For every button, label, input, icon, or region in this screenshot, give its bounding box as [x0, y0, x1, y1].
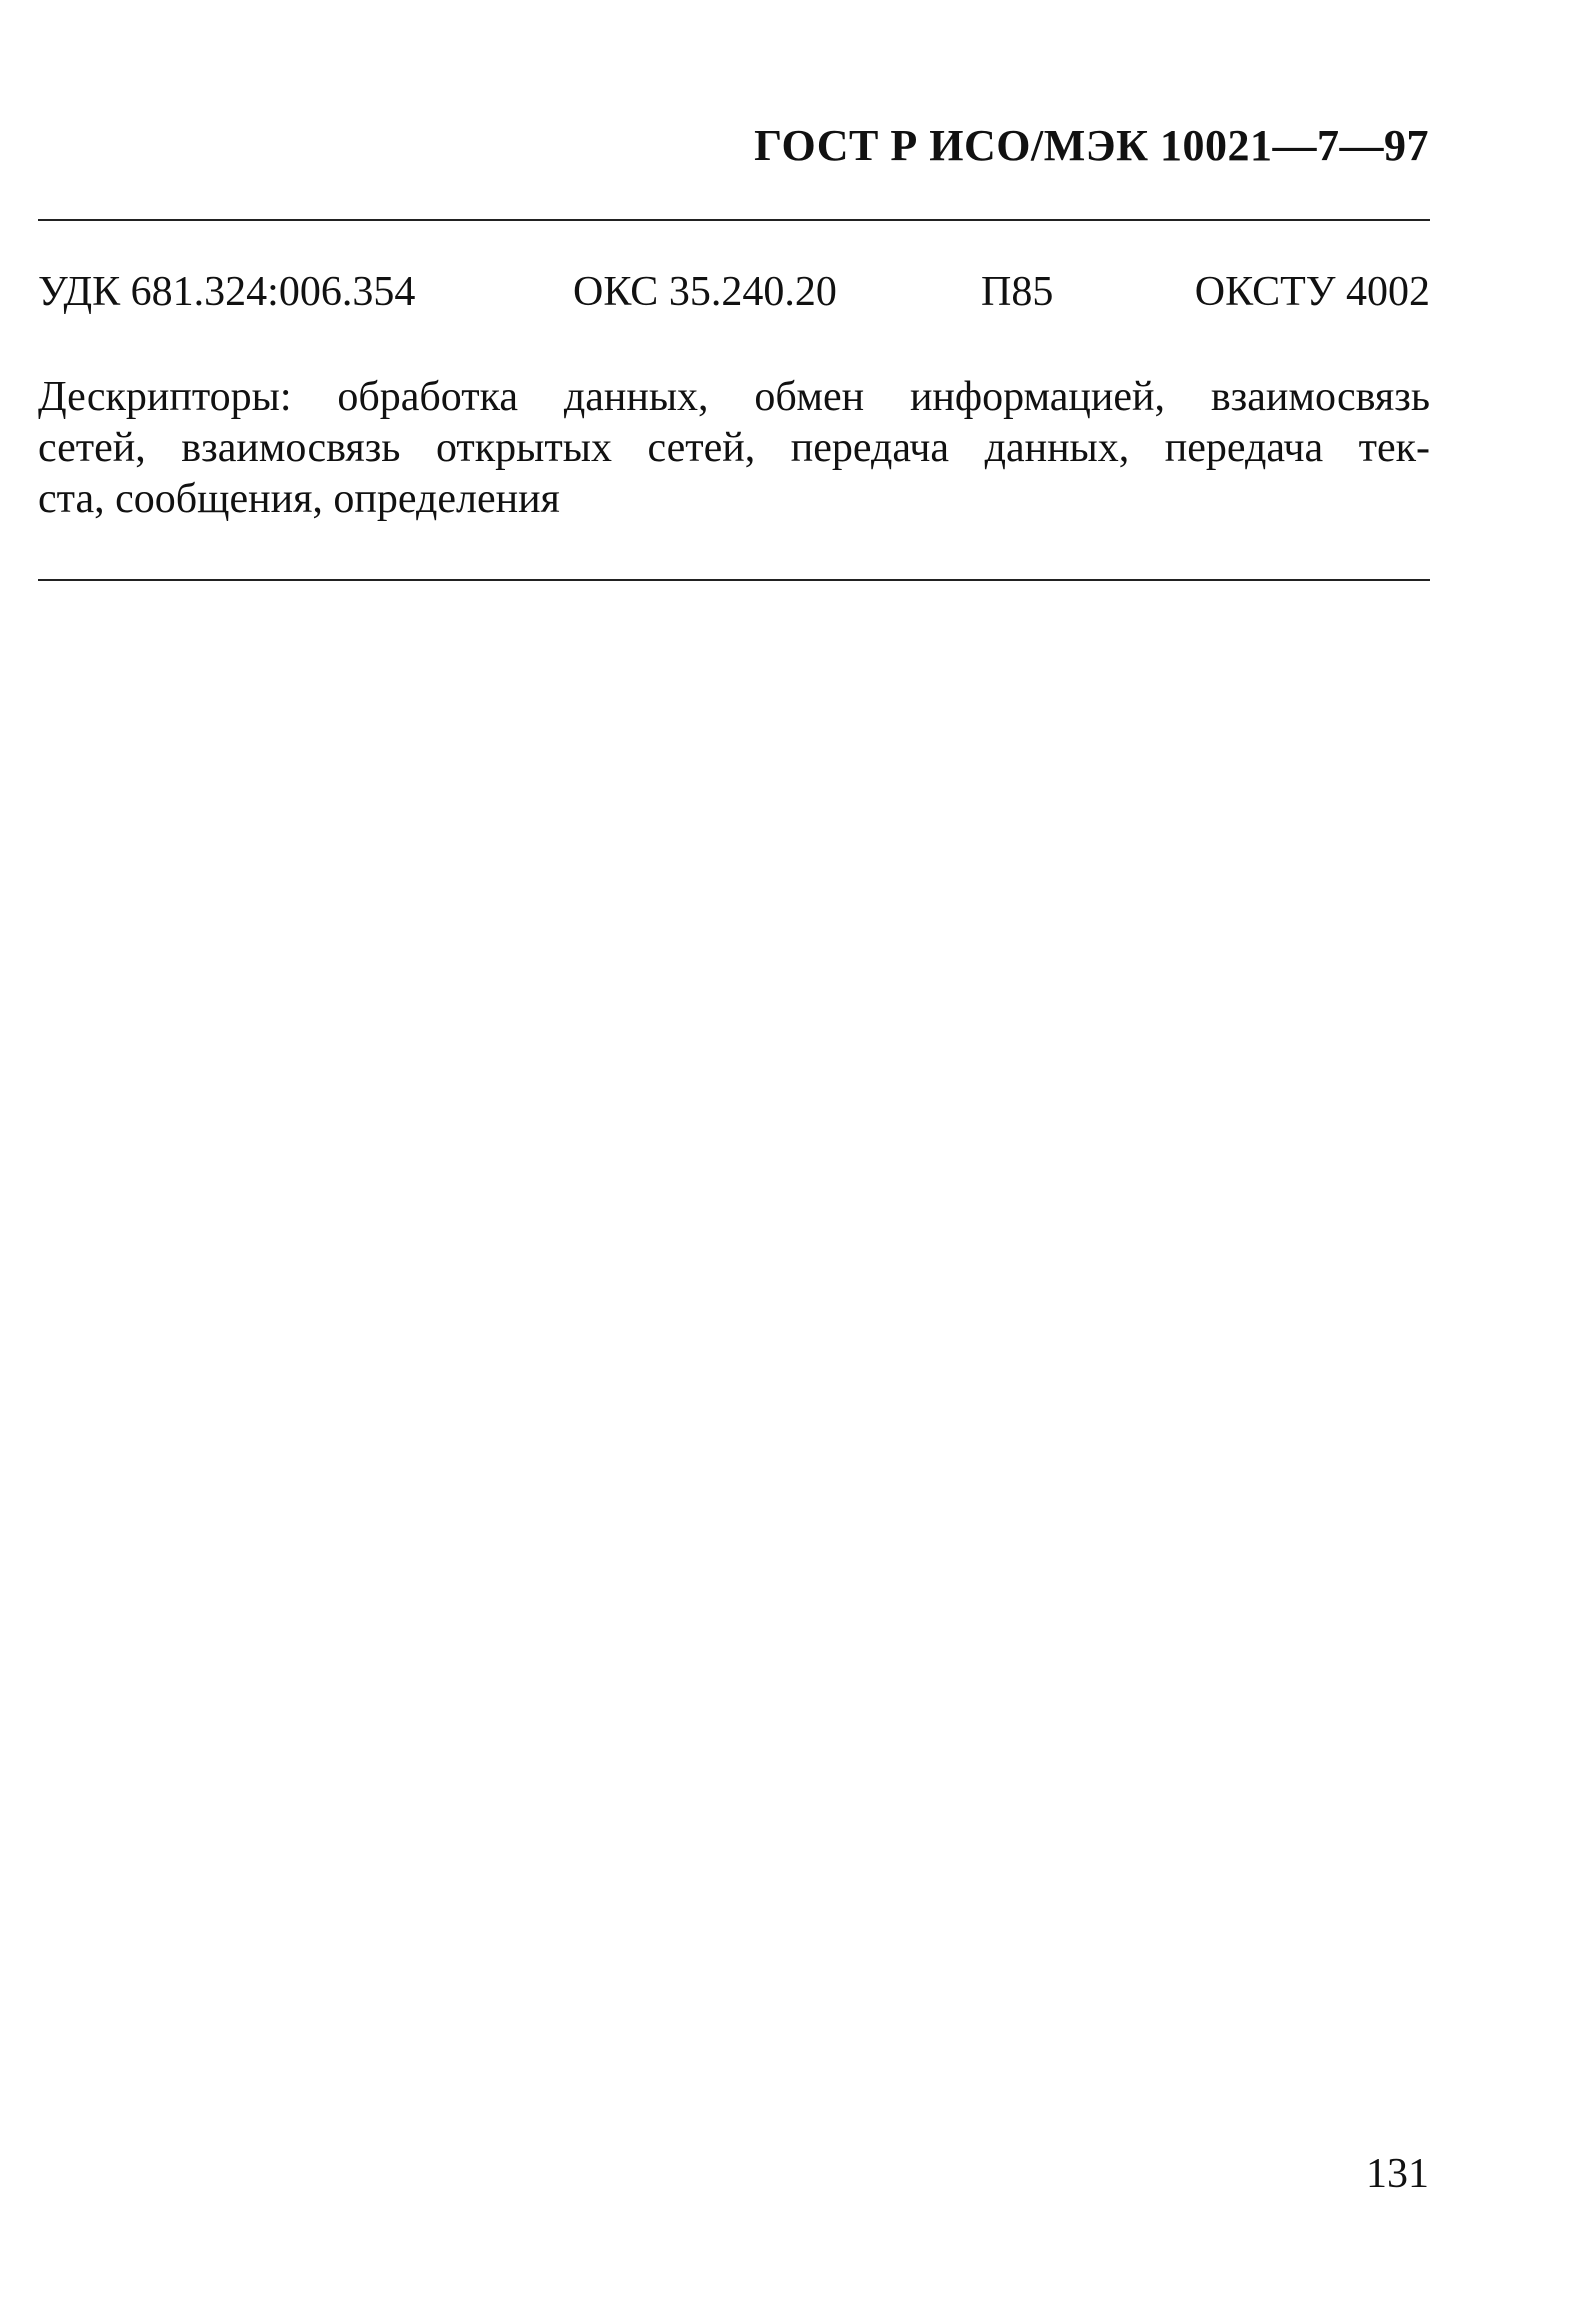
- descriptors-line-1: Дескрипторы: обработка данных, обмен информацией, взаимосвязь: [38, 374, 1430, 420]
- top-divider: [38, 219, 1430, 221]
- udk-code: УДК 681.324:006.354: [38, 269, 416, 315]
- descriptors-line-3: ста, сообщения, определения: [38, 476, 560, 522]
- descriptors-line-2: сетей, взаимосвязь открытых сетей, передача данных, передача тек-: [38, 425, 1430, 471]
- oks-code: ОКС 35.240.20: [573, 269, 837, 315]
- standard-code-header: ГОСТ Р ИСО/МЭК 10021—7—97: [754, 121, 1429, 170]
- okstu-code: ОКСТУ 4002: [1194, 269, 1430, 315]
- page-number: 131: [1366, 2151, 1429, 2197]
- bottom-divider: [38, 579, 1430, 581]
- descriptors-paragraph: [38, 372, 1430, 525]
- group-code: П85: [981, 269, 1054, 315]
